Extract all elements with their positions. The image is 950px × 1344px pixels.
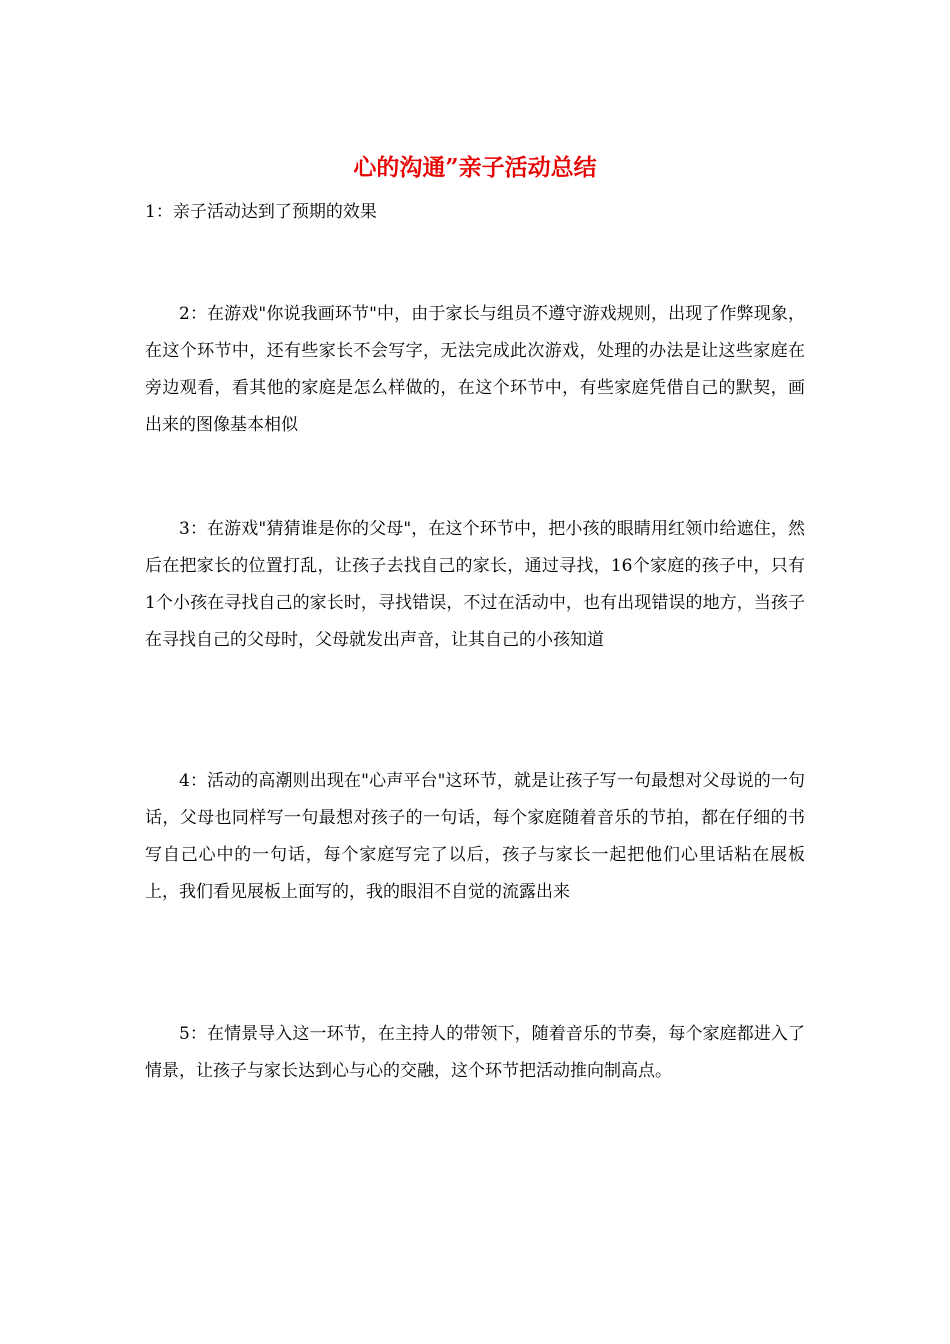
- document-title: 心的沟通”亲子活动总结: [353, 154, 597, 181]
- paragraph-1: 1：亲子活动达到了预期的效果: [145, 202, 377, 222]
- paragraph-2: 2：在游戏"你说我画环节"中，由于家长与组员不遵守游戏规则，出现了作弊现象，在这个环节中，还有些家长不会写字，无法完成此次游戏，处理的办法是让这些家庭在旁边观看，看其他的家庭是怎么样做的，在这个环节中，有些家庭凭借自己的默契，画出来的图像基本相似: [145, 304, 805, 435]
- paragraph-4: 4：活动的高潮则出现在"心声平台"这环节，就是让孩子写一句最想对父母说的一句话，父母也同样写一句最想对孩子的一句话，每个家庭随着音乐的节拍，都在仔细的书写自己心中的一句话，每个家庭写完了以后，孩子与家长一起把他们心里话粘在展板上，我们看见展板上面写的，我的眼泪不自觉的流露出来: [145, 771, 805, 902]
- paragraph-5: 5：在情景导入这一环节，在主持人的带领下，随着音乐的节奏，每个家庭都进入了情景，让孩子与家长达到心与心的交融，这个环节把活动推向制高点。: [145, 1024, 805, 1081]
- paragraph-3: 3：在游戏"猜猜谁是你的父母"，在这个环节中，把小孩的眼睛用红领巾给遮住，然后在把家长的位置打乱，让孩子去找自己的家长，通过寻找，16个家庭的孩子中，只有1个小孩在寻找自己的家长时，寻找错误，不过在活动中，也有出现错误的地方，当孩子在寻找自己的父母时，父母就发出声音，让其自己的小孩知道: [145, 519, 805, 650]
